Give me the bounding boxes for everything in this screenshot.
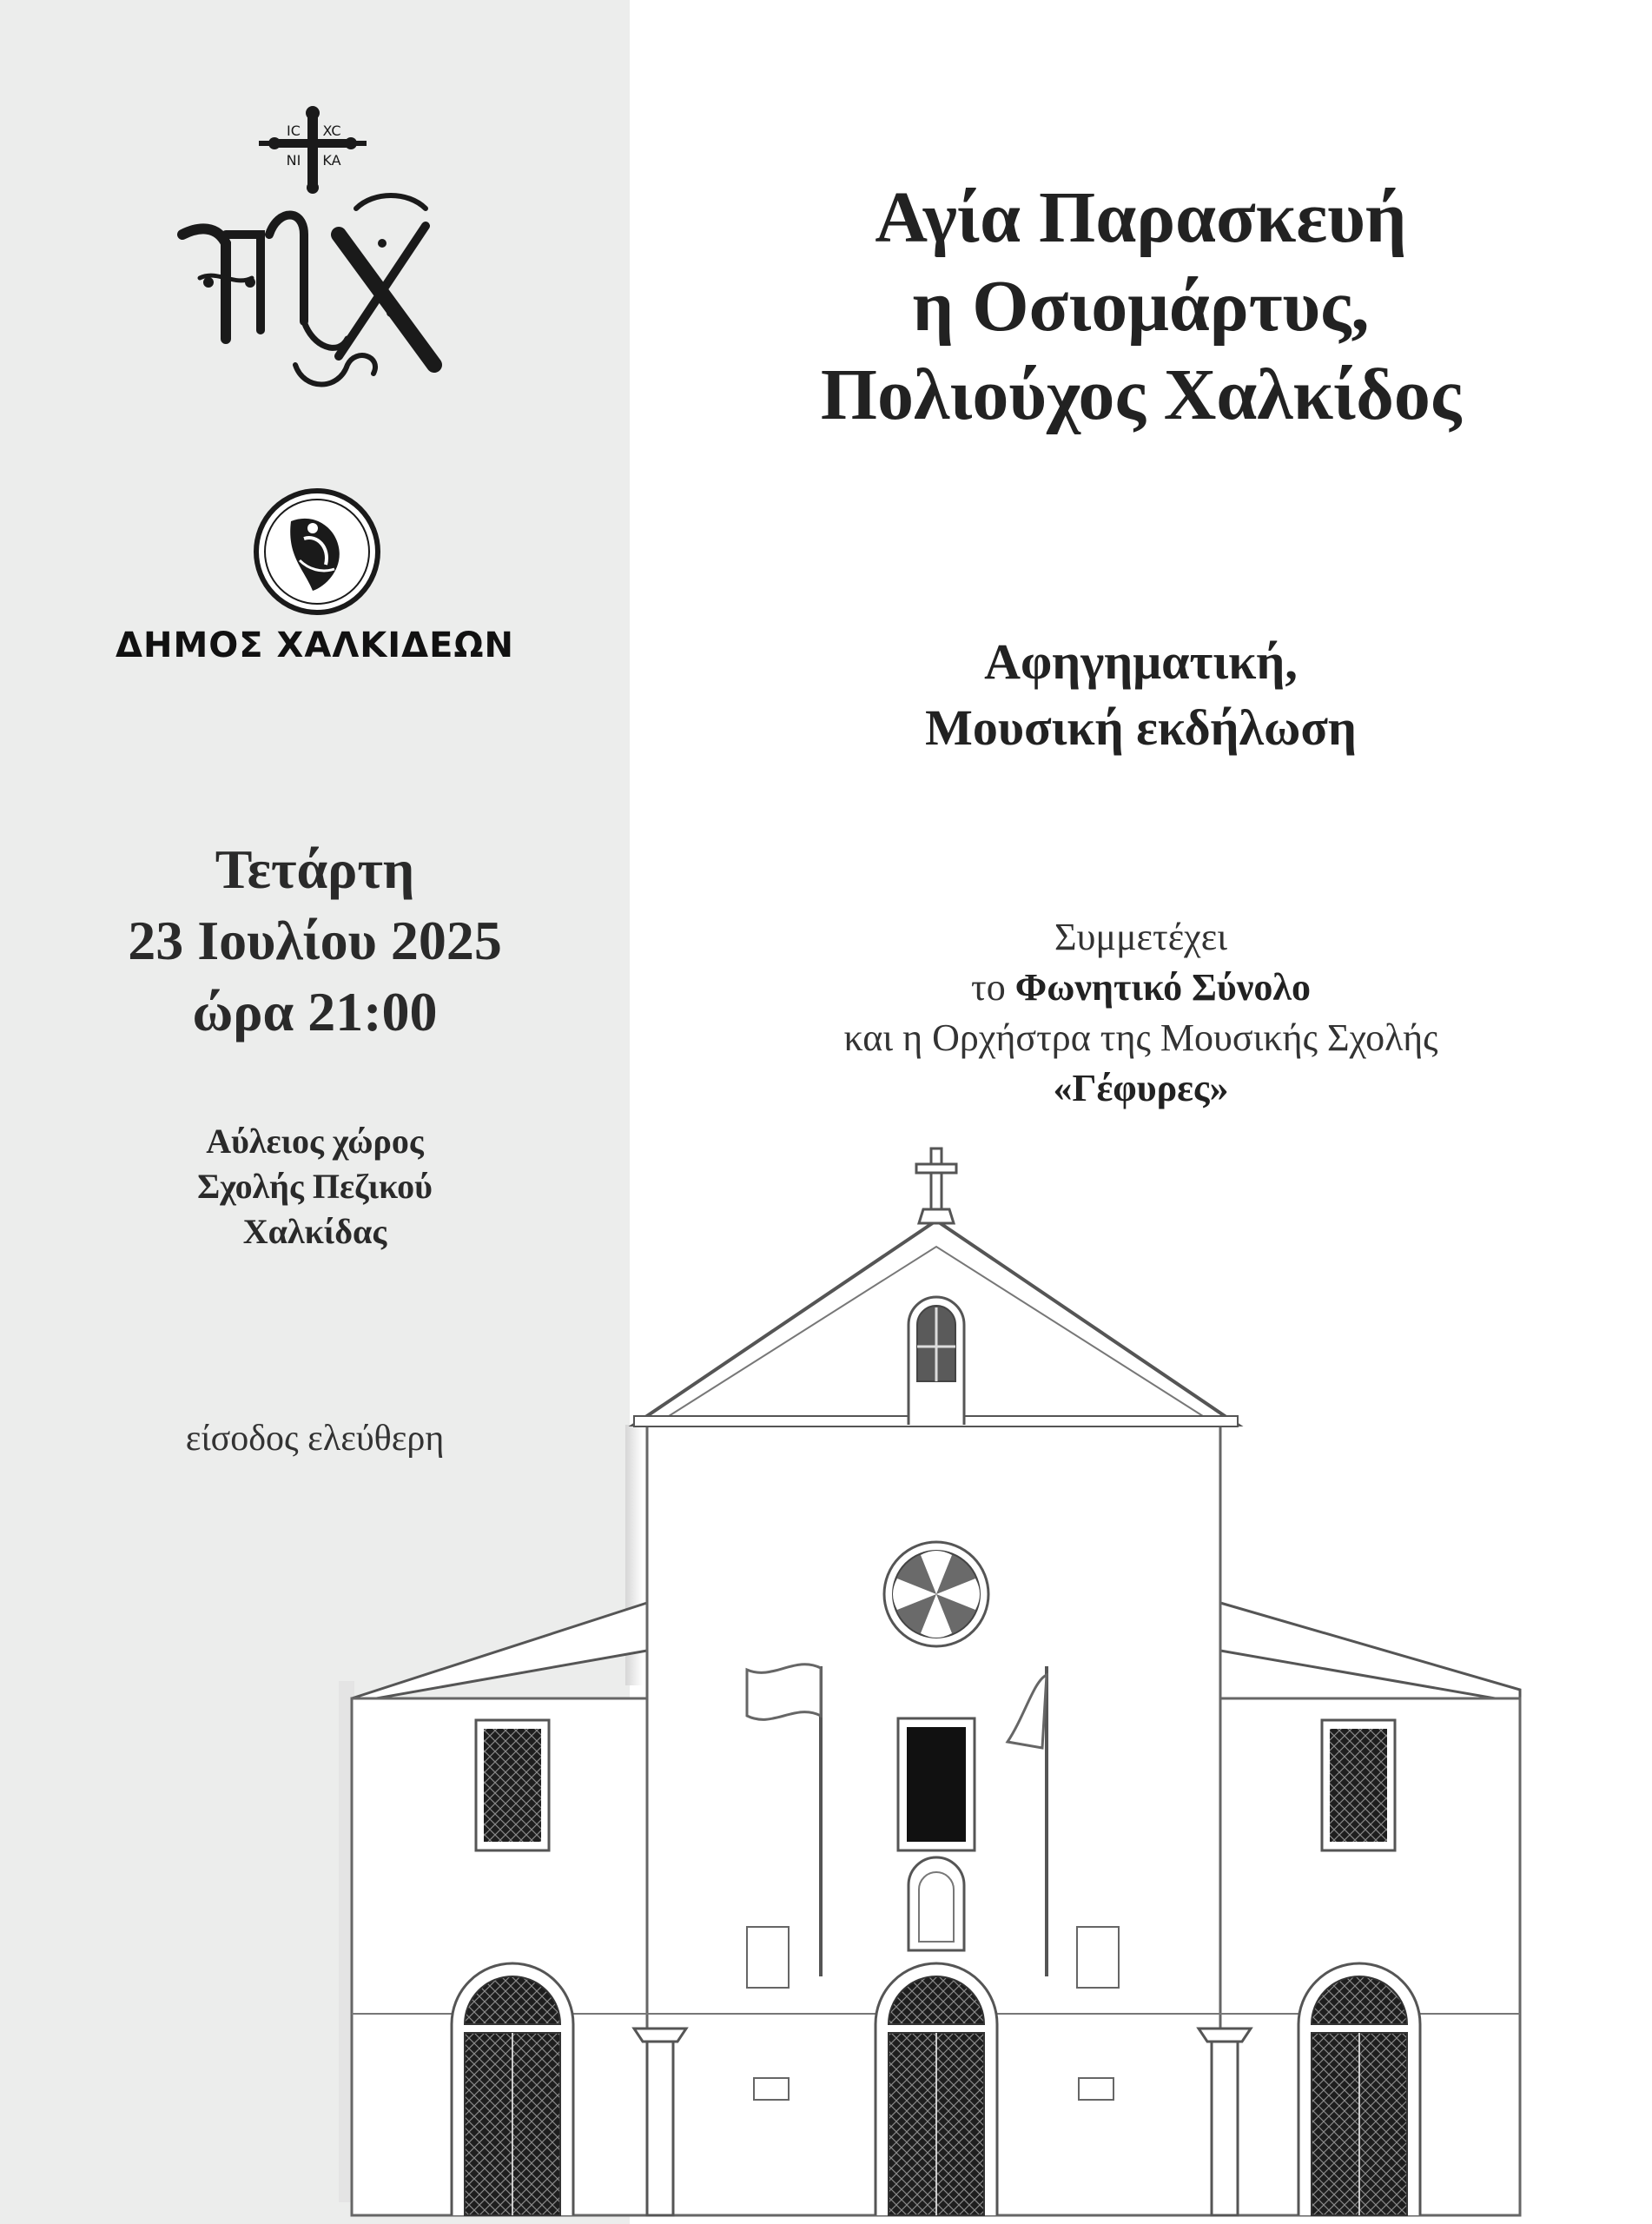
subtitle-line-1: Αφηγηματική, [984,633,1298,690]
right-arched-door [1298,1963,1420,2215]
title-line-1: Αγία Παρασκευή [875,177,1407,258]
monogram-ic: IC [287,122,301,139]
participants-line-2 [630,963,1652,1013]
event-weekday: Τετάρτη [215,838,415,900]
music-school-name: «Γέφυρες» [1053,1067,1229,1109]
roof-cross-icon [916,1148,956,1223]
left-roof [352,1603,647,1703]
monogram-ni: NI [286,152,301,169]
right-window [1322,1720,1395,1850]
participants-block [630,912,1652,1114]
right-lower-panel [1077,1927,1119,1988]
event-main-title [630,174,1652,440]
venue-line-2: Σχολής Πεζικού [197,1167,433,1206]
participants-line-1: Συμμετέχει [1054,916,1228,958]
left-plaque [754,2078,789,2100]
left-arched-door [452,1963,573,2215]
venue-line-1: Αύλειος χώρος [206,1122,424,1161]
venue-line-3: Χαλκίδας [242,1212,387,1251]
left-window [476,1720,549,1850]
event-time: ώρα 21:00 [192,981,438,1042]
metropolis-monogram-logo [165,104,460,400]
left-lower-panel [747,1927,789,1988]
center-arched-door [876,1963,997,2215]
participants-line-2-prefix: το [971,966,1015,1009]
title-line-3: Πολιούχος Χαλκίδος [820,354,1462,435]
pediment-window [909,1297,964,1425]
participants-line-3: και η Ορχήστρα της Μουσικής Σχολής [843,1016,1438,1059]
vocal-ensemble-name: Φωνητικό Σύνολο [1014,966,1311,1009]
church-facade-illustration [330,1129,1546,2224]
monogram-xc: XC [322,122,341,139]
right-roof [1220,1603,1520,1703]
chalkida-coin-seal-emblem [252,486,382,617]
center-window [898,1718,975,1850]
municipality-name: ΔΗΜΟΣ ΧΑΛΚΙΔΕΩΝ [116,626,514,665]
event-date-block [0,834,630,1048]
entry-note: είσοδος ελεύθερη [185,1419,445,1459]
title-line-2: η Οσιομάρτυς, [912,266,1370,347]
event-day: 23 Ιουλίου 2025 [128,910,502,971]
rose-window [884,1542,988,1646]
right-plaque [1079,2078,1113,2100]
event-subtitle [630,629,1652,761]
monogram-ka: KA [322,152,341,169]
subtitle-line-2: Μουσική εκδήλωση [925,699,1357,756]
